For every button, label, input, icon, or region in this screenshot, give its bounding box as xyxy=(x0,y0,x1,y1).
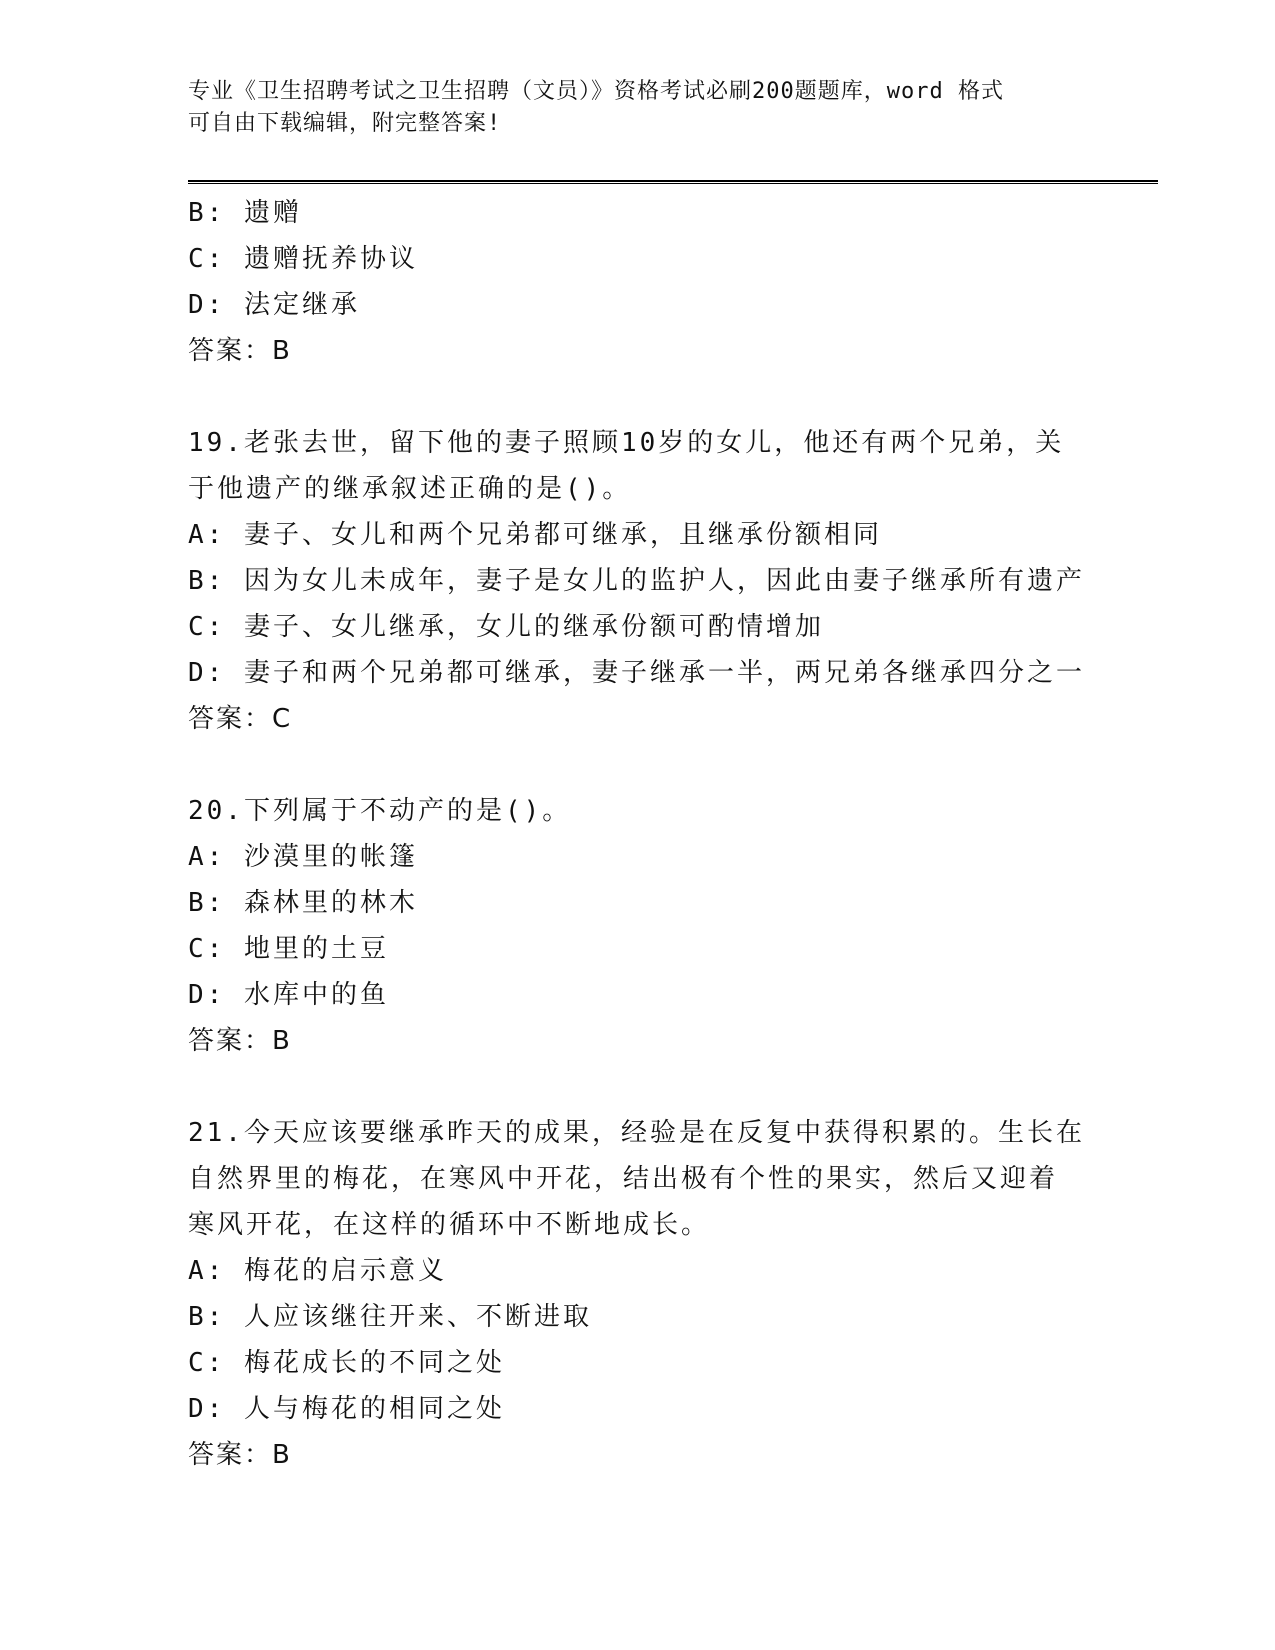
question-block-19 xyxy=(188,420,1085,742)
spacer xyxy=(188,742,1078,788)
question-block-20 xyxy=(188,788,1078,1064)
option-c: C: 梅花成长的不同之处 xyxy=(188,1348,505,1378)
option-a: A: 妻子、女儿和两个兄弟都可继承，且继承份额相同 xyxy=(188,520,882,550)
question-stem: 19.老张去世，留下他的妻子照顾10岁的女儿，他还有两个兄弟，关 xyxy=(188,428,1065,458)
question-block-21 xyxy=(188,1110,1085,1478)
header-line-1: 专业《卫生招聘考试之卫生招聘（文员）》资格考试必刷200题题库，word 格式 xyxy=(188,79,1004,104)
answer-line: 答案：B xyxy=(188,1440,292,1470)
spacer xyxy=(188,374,1078,420)
answer-line: 答案：B xyxy=(188,336,292,366)
header-line-2: 可自由下载编辑，附完整答案! xyxy=(188,111,502,136)
option-c: C: 地里的土豆 xyxy=(188,934,389,964)
spacer xyxy=(188,1064,1078,1110)
question-content xyxy=(188,190,1085,1478)
question-block-18 xyxy=(188,190,1078,374)
option-c: C: 遗赠抚养协议 xyxy=(188,244,418,274)
option-d: D: 妻子和两个兄弟都可继承，妻子继承一半，两兄弟各继承四分之一 xyxy=(188,658,1085,688)
page-header xyxy=(188,76,1088,140)
question-stem: 21.今天应该要继承昨天的成果，经验是在反复中获得积累的。生长在 xyxy=(188,1118,1085,1148)
option-b: B: 因为女儿未成年，妻子是女儿的监护人，因此由妻子继承所有遗产 xyxy=(188,566,1085,596)
answer-line: 答案：B xyxy=(188,1026,292,1056)
question-stem: 自然界里的梅花，在寒风中开花，结出极有个性的果实，然后又迎着 xyxy=(188,1164,1059,1194)
question-stem: 20.下列属于不动产的是()。 xyxy=(188,796,572,826)
option-b: B: 森林里的林木 xyxy=(188,888,418,918)
question-stem: 于他遗产的继承叙述正确的是()。 xyxy=(188,474,632,504)
question-stem: 寒风开花，在这样的循环中不断地成长。 xyxy=(188,1210,711,1240)
option-b: B: 人应该继往开来、不断进取 xyxy=(188,1302,592,1332)
header-divider xyxy=(188,180,1158,184)
option-d: D: 人与梅花的相同之处 xyxy=(188,1394,505,1424)
option-d: D: 法定继承 xyxy=(188,290,360,320)
option-a: A: 梅花的启示意义 xyxy=(188,1256,447,1286)
option-a: A: 沙漠里的帐篷 xyxy=(188,842,418,872)
option-c: C: 妻子、女儿继承，女儿的继承份额可酌情增加 xyxy=(188,612,824,642)
answer-line: 答案：C xyxy=(188,704,293,734)
option-d: D: 水库中的鱼 xyxy=(188,980,389,1010)
option-b: B: 遗赠 xyxy=(188,198,302,228)
